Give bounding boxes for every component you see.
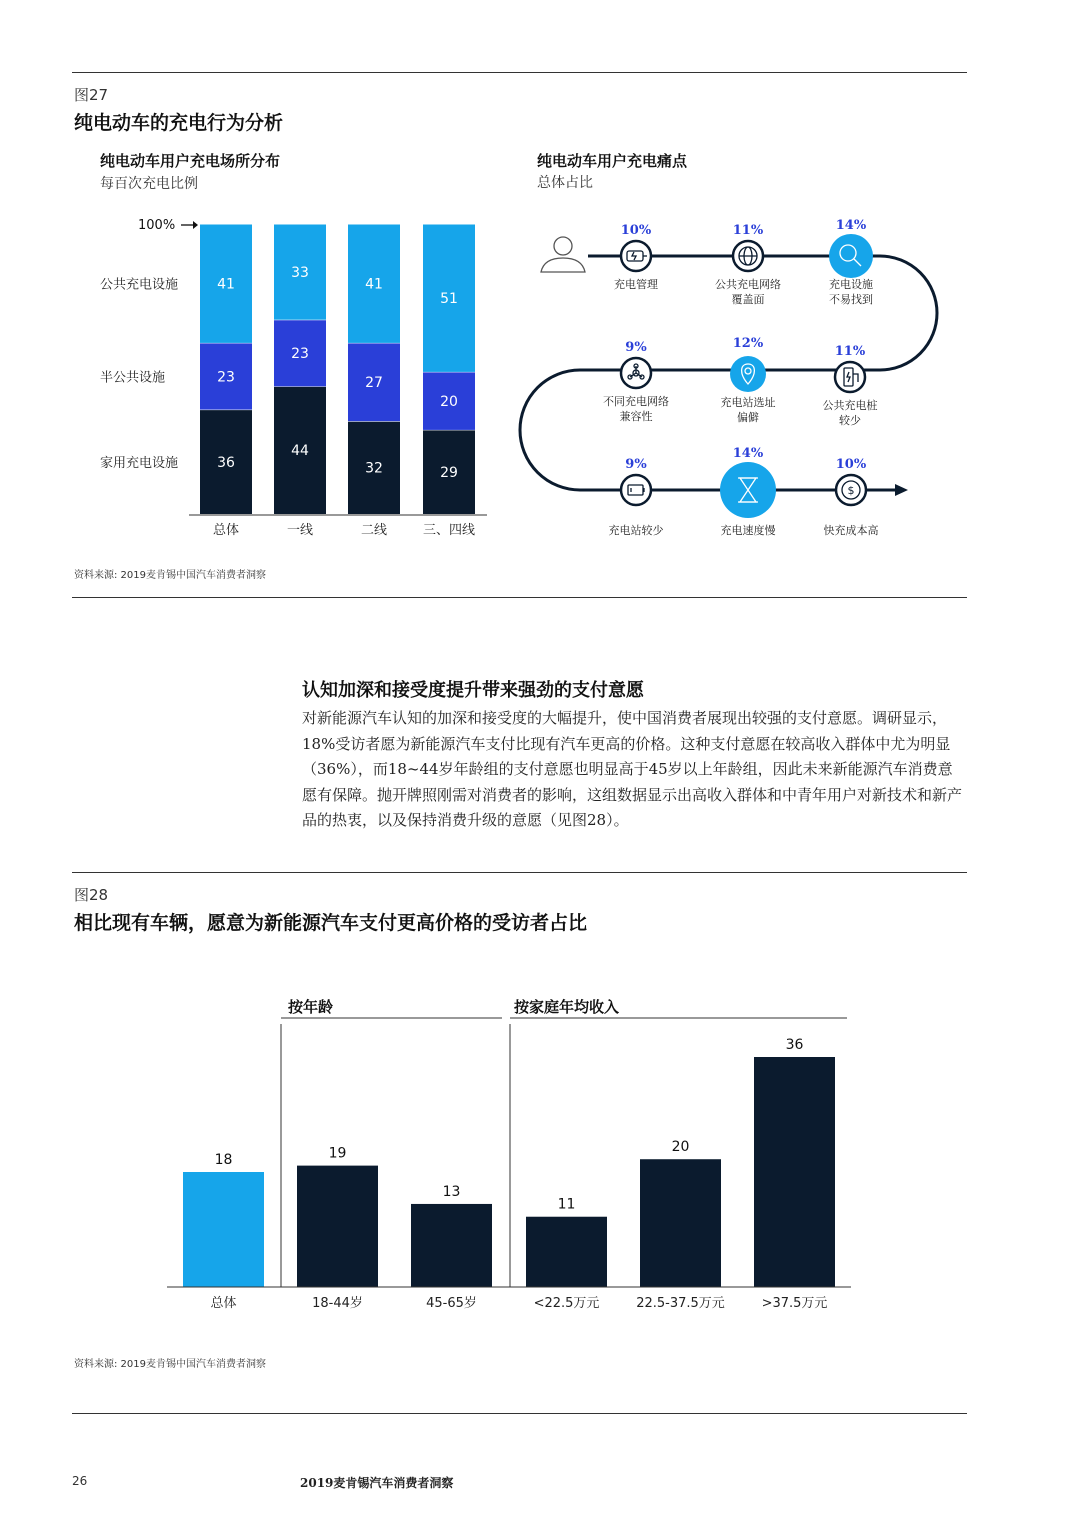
left-chart-title: 纯电动车用户充电场所分布 xyxy=(100,152,281,170)
pain-point-pct: 11% xyxy=(732,223,764,238)
pain-point xyxy=(614,223,658,291)
category-label: 二线 xyxy=(360,523,388,538)
fig28-title: 相比现有车辆，愿意为新能源汽车支付更高价格的受访者占比 xyxy=(74,912,588,934)
group-label-income: 按家庭年均收入 xyxy=(514,998,620,1016)
fig27-label: 图27 xyxy=(74,86,109,104)
pain-point-label-2: 偏僻 xyxy=(737,411,759,424)
pain-point-pct: 10% xyxy=(835,457,867,472)
fig27-source: 资料来源: 2019麦肯锡中国汽车消费者洞察 xyxy=(74,570,266,581)
pain-point-label: 快充成本高 xyxy=(823,524,879,537)
pain-point-pct: 14% xyxy=(732,446,764,461)
bar-value-label: 13 xyxy=(442,1183,461,1200)
series-row-label: 公共充电设施 xyxy=(100,277,179,293)
pain-point-label: 充电站选址 xyxy=(720,396,776,409)
fig28-label: 图28 xyxy=(74,886,109,904)
segment-value-label: 32 xyxy=(365,460,383,477)
bar-value-label: 11 xyxy=(557,1196,576,1213)
bar xyxy=(754,1057,835,1287)
group-label-age: 按年龄 xyxy=(288,998,334,1016)
right-chart-subtitle: 总体占比 xyxy=(537,175,593,191)
category-label: 三、四线 xyxy=(422,523,476,538)
section-body: 对新能源汽车认知的加深和接受度的大幅提升，使中国消费者展现出较强的支付意愿。调研显示，18%受访者愿为新能源汽车支付比现有汽车更高的价格。这种支付意愿在较高收入群体中尤为明显（36%），而18~44岁年龄组的支付意愿也明显高于45岁以上年龄组，因此未来新能源汽车消费意愿有保障。抛开牌照刚需对消费者的影响，这组数据显示出高收入群体和中青年用户对新技术和新产品的热衷，以及保持消费升级的意愿（见图28）。 xyxy=(302,709,963,829)
category-label: >37.5万元 xyxy=(761,1296,828,1311)
pain-point-pct: 9% xyxy=(625,340,647,355)
pain-point xyxy=(603,340,669,423)
bar-value-label: 18 xyxy=(214,1152,233,1168)
pain-point-pct: 12% xyxy=(732,336,764,351)
bar-chart xyxy=(0,980,1080,1320)
segment-value-label: 27 xyxy=(365,375,383,392)
pain-points-diagram xyxy=(0,0,1080,600)
pain-point-label: 不同充电网络 xyxy=(603,395,669,408)
pct-marker-label: 100% xyxy=(138,218,176,233)
fig27-title: 纯电动车的充电行为分析 xyxy=(74,112,284,134)
fig28-source: 资料来源: 2019麦肯锡中国汽车消费者洞察 xyxy=(74,1359,266,1370)
pain-point xyxy=(823,344,878,427)
series-row-label: 半公共设施 xyxy=(100,370,166,386)
pain-point xyxy=(720,446,776,537)
segment-value-label: 41 xyxy=(217,276,235,293)
segment-value-label: 44 xyxy=(291,443,309,460)
bar xyxy=(640,1159,721,1287)
pain-point-pct: 14% xyxy=(835,218,867,233)
user-icon xyxy=(541,237,585,272)
category-label: 22.5-37.5万元 xyxy=(636,1296,725,1311)
pain-point-label-2: 不易找到 xyxy=(829,293,873,306)
bar-value-label: 20 xyxy=(671,1139,690,1156)
category-label: 总体 xyxy=(212,523,240,538)
pain-point-pct: 11% xyxy=(834,344,866,359)
pain-point-label: 公共充电桩 xyxy=(822,399,878,412)
pain-point-label: 公共充电网络 xyxy=(715,278,781,291)
bar xyxy=(297,1166,378,1287)
bar xyxy=(411,1204,492,1287)
pain-point-label: 充电管理 xyxy=(614,278,658,291)
category-label: 45-65岁 xyxy=(426,1296,477,1311)
journey-arrowhead xyxy=(895,484,908,496)
category-label: 18-44岁 xyxy=(312,1296,363,1311)
right-chart-title: 纯电动车用户充电痛点 xyxy=(537,152,688,170)
segment-value-label: 51 xyxy=(440,290,458,307)
segment-value-label: 33 xyxy=(291,264,309,281)
pain-point-label: 充电站较少 xyxy=(608,524,664,537)
segment-value-label: 20 xyxy=(440,393,458,410)
segment-value-label: 23 xyxy=(217,369,235,386)
segment-value-label: 36 xyxy=(217,454,235,471)
section-title: 认知加深和接受度提升带来强劲的支付意愿 xyxy=(302,680,644,701)
segment-value-label: 29 xyxy=(440,464,458,481)
pain-point xyxy=(829,218,873,306)
category-label: 总体 xyxy=(210,1296,237,1311)
segment-value-label: 23 xyxy=(291,346,309,363)
category-label: 一线 xyxy=(286,523,314,538)
publication-name: 2019麦肯锡汽车消费者洞察 xyxy=(300,1476,454,1490)
segment-value-label: 41 xyxy=(365,276,383,293)
pain-point-label-2: 兼容性 xyxy=(619,410,653,423)
pain-point-label-2: 覆盖面 xyxy=(731,293,765,306)
pain-point-label-2: 较少 xyxy=(839,414,861,427)
left-chart-subtitle: 每百次充电比例 xyxy=(100,176,198,192)
fig28-top-rule xyxy=(72,872,967,873)
svg-text:$: $ xyxy=(847,484,855,497)
highlight-circle xyxy=(829,234,873,278)
pain-point xyxy=(721,336,776,424)
pain-point xyxy=(715,223,781,306)
pain-point-pct: 10% xyxy=(620,223,652,238)
page-number: 26 xyxy=(72,1474,88,1488)
bar xyxy=(526,1217,607,1287)
bar-value-label: 36 xyxy=(785,1037,804,1053)
fig27-bottom-rule xyxy=(72,597,967,598)
bar-value-label: 19 xyxy=(328,1145,347,1162)
category-label: <22.5万元 xyxy=(533,1296,600,1311)
series-row-label: 家用充电设施 xyxy=(100,455,179,471)
fig28-bottom-rule xyxy=(72,1413,967,1414)
pain-point xyxy=(824,457,879,537)
bar xyxy=(183,1172,264,1287)
pain-point-pct: 9% xyxy=(625,457,647,472)
pain-point xyxy=(609,457,664,537)
node-circle xyxy=(621,475,651,505)
pain-point-label: 充电速度慢 xyxy=(720,524,776,537)
journey-path xyxy=(520,256,937,490)
pain-point-label: 充电设施 xyxy=(829,278,873,291)
